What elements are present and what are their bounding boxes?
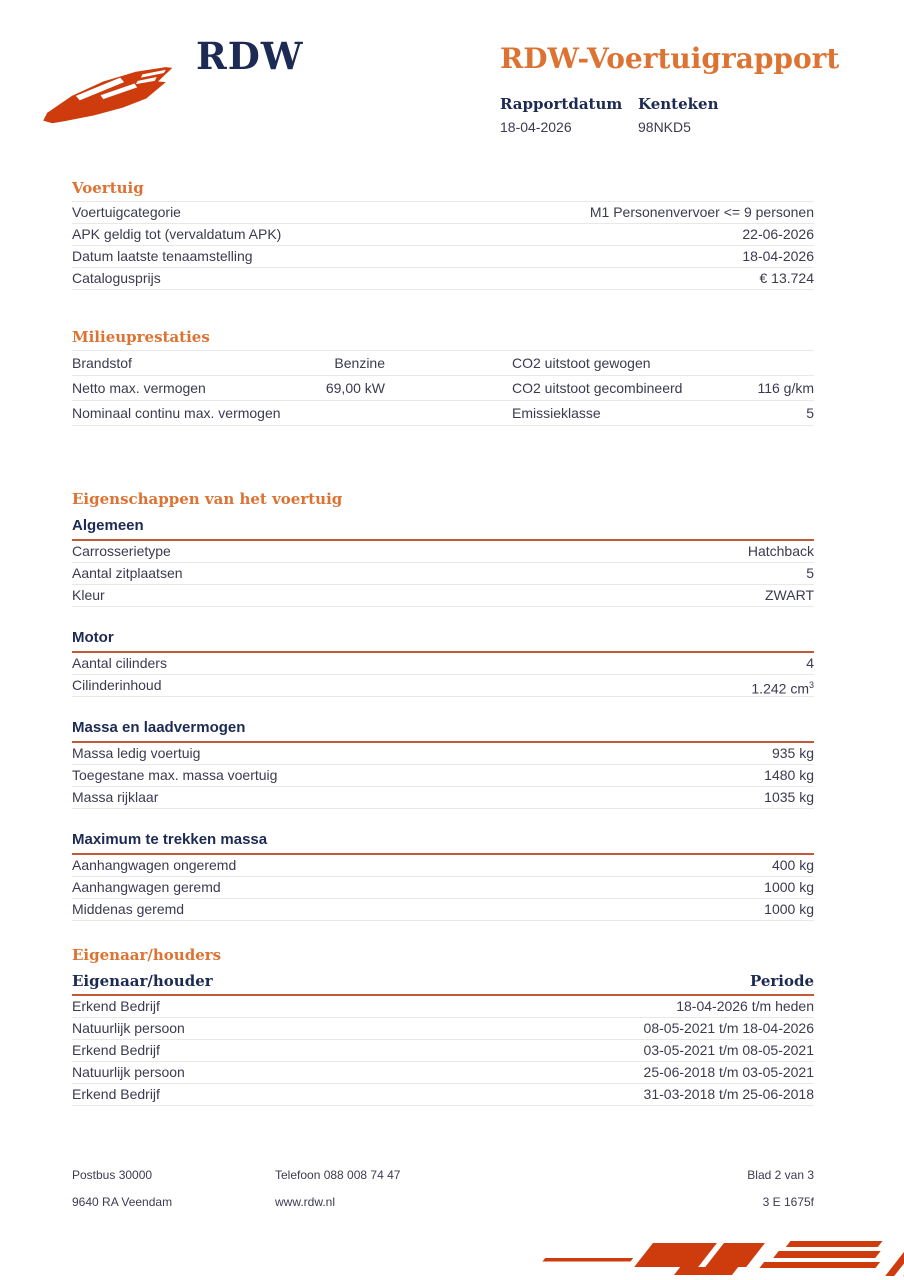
subsection-title: Massa en laadvermogen [72, 719, 814, 743]
row-value: 116 g/km [757, 380, 814, 396]
column-spacer [385, 401, 512, 425]
table-row [72, 268, 814, 290]
subsection-title: Motor [72, 629, 814, 653]
footer-address-line2: 9640 RA Veendam [72, 1195, 173, 1209]
subsection-trekken [72, 831, 814, 921]
row-value [751, 675, 814, 696]
row-label: Carrosserietype [72, 543, 171, 559]
rdw-stripes-graphic-icon [526, 1234, 904, 1278]
section-title: Eigenschappen van het voertuig [72, 490, 343, 508]
table-row [72, 376, 814, 401]
owner-name: Natuurlijk persoon [72, 1064, 185, 1080]
row-value: Hatchback [747, 543, 814, 559]
owner-period: 25-06-2018 t/m 03-05-2021 [643, 1064, 814, 1080]
page-footer [72, 1168, 814, 1222]
row-value: € 13.724 [759, 270, 814, 286]
license-plate-value: 98NKD5 [638, 119, 691, 135]
footer-address-line1: Postbus 30000 [72, 1168, 153, 1182]
owner-name: Erkend Bedrijf [72, 1086, 160, 1102]
subsection-massa [72, 719, 814, 809]
owner-name: Natuurlijk persoon [72, 1020, 185, 1036]
row-label: Catalogusprijs [72, 270, 161, 286]
row-value: 5 [806, 405, 814, 421]
table-row [72, 401, 814, 426]
footer-website: www.rdw.nl [275, 1195, 336, 1209]
report-title: RDW-Voertuigrapport [500, 42, 840, 75]
row-label: Datum laatste tenaamstelling [72, 248, 253, 264]
row-value: 1035 kg [764, 789, 814, 805]
section-eigenschappen [72, 490, 814, 921]
row-label: Massa rijklaar [72, 789, 159, 805]
license-plate-label: Kenteken [638, 95, 719, 113]
table-row [72, 877, 814, 899]
row-value: 1480 kg [764, 767, 814, 783]
rdw-feather-icon [38, 44, 188, 136]
section-eigenaar-houders [72, 946, 814, 1106]
subsection-title: Algemeen [72, 517, 814, 541]
row-label: Kleur [72, 587, 105, 603]
row-value: 69,00 kW [325, 380, 385, 396]
row-value-superscript: 3 [808, 680, 814, 690]
row-label: Aantal zitplaatsen [72, 565, 183, 581]
row-label: Aanhangwagen geremd [72, 879, 221, 895]
row-value: 18-04-2026 [742, 248, 814, 264]
report-meta [500, 95, 814, 135]
row-value [734, 351, 814, 375]
row-value: 1000 kg [764, 901, 814, 917]
license-plate-block [638, 95, 776, 135]
table-row [72, 351, 814, 376]
row-value: 400 kg [771, 857, 814, 873]
subsection-motor [72, 629, 814, 697]
row-value: 22-06-2026 [742, 226, 814, 242]
row-value: 5 [806, 565, 814, 581]
row-label: Emissieklasse [512, 405, 601, 421]
table-row [72, 899, 814, 921]
owners-table-header [72, 972, 814, 996]
rdw-logo [38, 26, 304, 136]
row-value: 935 kg [771, 745, 814, 761]
row-value: M1 Personenvervoer <= 9 personen [589, 204, 814, 220]
table-row [72, 541, 814, 563]
row-value [302, 401, 385, 425]
row-label: CO2 uitstoot gewogen [512, 355, 651, 371]
table-row [72, 224, 814, 246]
row-label: Cilinderinhoud [72, 677, 162, 693]
owner-period: 18-04-2026 t/m heden [676, 998, 814, 1014]
section-milieuprestaties [72, 328, 814, 426]
column-header-owner: Eigenaar/houder [72, 972, 213, 990]
row-value: 1000 kg [764, 879, 814, 895]
table-row [72, 765, 814, 787]
row-label: Netto max. vermogen [72, 380, 206, 396]
row-label: Brandstof [72, 355, 132, 371]
table-row [72, 1062, 814, 1084]
column-spacer [385, 351, 512, 375]
row-label: Nominaal continu max. vermogen [72, 405, 281, 421]
owner-name: Erkend Bedrijf [72, 1042, 160, 1058]
table-row [72, 855, 814, 877]
footer-form-code: 3 E 1675f [762, 1195, 814, 1209]
row-label: Middenas geremd [72, 901, 185, 917]
table-row [72, 1018, 814, 1040]
table-row [72, 996, 814, 1018]
section-title: Eigenaar/houders [72, 946, 222, 964]
owner-period: 08-05-2021 t/m 18-04-2026 [643, 1020, 814, 1036]
footer-line [72, 1168, 814, 1182]
row-value: ZWART [765, 587, 814, 603]
table-row [72, 585, 814, 607]
report-date-value: 18-04-2026 [500, 119, 572, 135]
footer-phone: Telefoon 088 008 74 47 [275, 1168, 401, 1182]
report-date-block [500, 95, 638, 135]
row-label: APK geldig tot (vervaldatum APK) [72, 226, 282, 242]
table-row [72, 1084, 814, 1106]
subsection-title: Maximum te trekken massa [72, 831, 814, 855]
subsection-algemeen [72, 517, 814, 607]
owner-name: Erkend Bedrijf [72, 998, 160, 1014]
table-row [72, 787, 814, 809]
table-row [72, 246, 814, 268]
section-title: Voertuig [72, 179, 814, 202]
row-label: Massa ledig voertuig [72, 745, 201, 761]
section-voertuig [72, 179, 814, 290]
row-label: Aantal cilinders [72, 655, 167, 671]
row-value: Benzine [334, 355, 385, 371]
row-label: CO2 uitstoot gecombineerd [512, 380, 683, 396]
column-spacer [385, 376, 512, 400]
report-date-label: Rapportdatum [500, 95, 623, 113]
footer-page-number: Blad 2 van 3 [747, 1168, 814, 1182]
footer-line [72, 1195, 814, 1209]
row-label: Toegestane max. massa voertuig [72, 767, 278, 783]
row-label: Aanhangwagen ongeremd [72, 857, 237, 873]
table-row [72, 675, 814, 697]
owner-period: 03-05-2021 t/m 08-05-2021 [643, 1042, 814, 1058]
table-row [72, 1040, 814, 1062]
row-value-text: 1.242 cm [751, 680, 809, 697]
table-row [72, 563, 814, 585]
section-title: Milieuprestaties [72, 328, 814, 351]
table-row [72, 743, 814, 765]
owner-period: 31-03-2018 t/m 25-06-2018 [643, 1086, 814, 1102]
rdw-wordmark: RDW [196, 34, 304, 78]
table-row [72, 653, 814, 675]
row-label: Voertuigcategorie [72, 204, 181, 220]
table-row [72, 202, 814, 224]
column-header-period: Periode [749, 972, 814, 990]
row-value: 4 [806, 655, 814, 671]
